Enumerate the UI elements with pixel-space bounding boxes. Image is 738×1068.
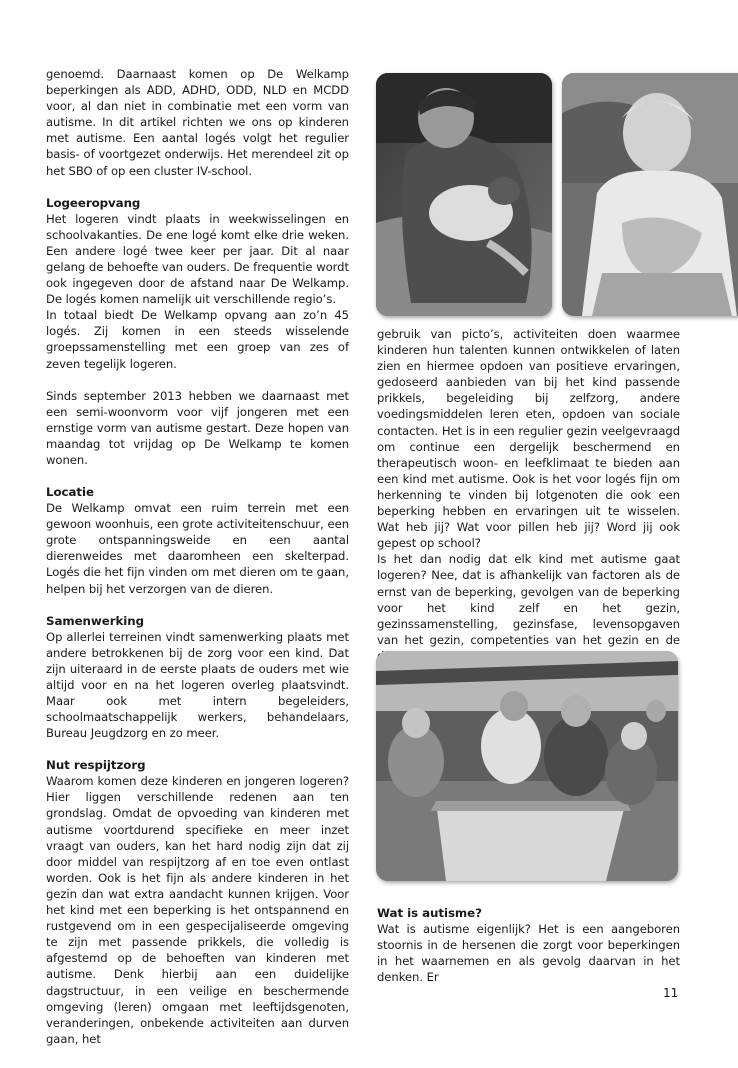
paragraph: Sinds september 2013 hebben we daarnaast met een semi-woonvorm voor vijf jongeren met een ernstige vorm van autisme gestart. Deze hopen van maandag tot vrijdag op De Welkamp te komen wonen. xyxy=(46,388,349,467)
paragraph: Het logeren vindt plaats in weekwisselingen en schoolvakanties. De ene logé komt elke drie weken. Een andere logé twee keer per jaar. Dit al naar gelang de behoefte van ouders. De frequentie wordt ook ingegeven door de afstand naar De Welkamp. De logés komen namelijk uit verschillende regio’s. xyxy=(46,211,349,307)
photo-girl-with-animal xyxy=(562,73,738,316)
paragraph: In totaal biedt De Welkamp opvang aan zo’n 45 logés. Zij komen in een steeds wisselende groepssamenstelling met een groep van zes of zeven tegelijk logeren. xyxy=(46,308,349,371)
page-number: 11 xyxy=(663,986,679,1000)
photo-group-at-table xyxy=(376,651,678,881)
section-locatie xyxy=(46,484,349,597)
paragraph: Waarom komen deze kinderen en jongeren logeren? Hier liggen verschillende redenen aan ten grondslag. Omdat de opvoeding van kinderen met autisme voortdurend specifieke en meer inzet vraagt van ouders, kan het hard nodig zijn dat zij door middel van respijtzorg af en toe even ontlast worden. Ook is het fijn als andere kinderen in het gezin dan wat extra aandacht kunnen krijgen. Voor het kind met een beperking is het ontspannend en rustgevend om in een gespecijaliseerde omgeving te zijn met passende prikkels, die volledig is afgestemd op de behoeften van kinderen met autisme. Denk hierbij aan een duidelijke dagstructuur, in een veilige en beschermende omgeving (leren) omgaan met leeftijdsgenoten, veranderingen, onbekende activiteiten aan durven gaan, het xyxy=(46,774,349,1046)
heading-nut-respijtzorg: Nut respijtzorg xyxy=(46,758,146,773)
right-column-bottom xyxy=(377,905,680,985)
section-samenwerking xyxy=(46,613,349,742)
intro-paragraph: genoemd. Daarnaast komen op De Welkamp beperkingen als ADD, ADHD, ODD, NLD en MCDD voor, al dan niet in combinatie met een vorm van autisme. In dit artikel richten we ons op kinderen met autisme. Een aantal logés volgt het regulier basis- of voortgezet onderwijs. Het merendeel zit op het SBO of op een cluster IV-school. xyxy=(46,67,349,178)
paragraph: De Welkamp omvat een ruim terrein met een gewoon woonhuis, een grote activiteitenschuur, een grote ontspanningsweide en een aantal dierenweides met daaromheen een skelterpad. Logés die het fijn vinden om met dieren om te gaan, helpen bij het verzorgen van de dieren. xyxy=(46,501,349,596)
heading-locatie: Locatie xyxy=(46,485,94,500)
paragraph: Is het dan nodig dat elk kind met autisme gaat logeren? Nee, dat is afhankelijk van factoren als de ernst van de beperking, gevolgen van de beperking voor het kind zelf en het gezin, gezinssamenstelling, gezinsfase, levensopgaven van het gezin, competenties van het gezin en de xyxy=(377,552,680,647)
heading-wat-is-autisme: Wat is autisme? xyxy=(377,906,482,920)
section-nut-respijtzorg xyxy=(46,757,349,1047)
paragraph: gebruik van picto’s, activiteiten doen waarmee kinderen hun talenten kunnen ontwikkelen of laten zien en hiermee opdoen van positieve ervaringen, gedoseerd aanbieden van bij het kind passende prikkels, begeleiding bij zelfzorg, andere voedingsmiddelen leren eten, opdoen van sociale contacten. Het is in een regulier gezin veelgevraagd om continue een dergelijk beschermend en therapeutisch woon- en leefklimaat te bieden aan een kind met autisme. Ook is het voor logés fijn om herkenning te vinden bij lotgenoten die ook een beperking hebben en ervaringen uit te wisselen. Wat heb jij? Wat voor pillen heb jij? Word jij ook gepest op school? xyxy=(377,327,680,551)
heading-samenwerking: Samenwerking xyxy=(46,613,144,628)
paragraph: Wat is autisme eigenlijk? Het is een aangeboren stoornis in de hersenen die zorgt voor beperkingen in het waarnemen en als gevolg daarvan in het denken. Er xyxy=(377,922,680,985)
right-column-top xyxy=(377,326,680,664)
section-logeeropvang xyxy=(46,195,349,468)
heading-logeeropvang: Logeeropvang xyxy=(46,195,141,210)
paragraph: Op allerlei terreinen vindt samenwerking plaats met andere betrokkenen bij de zorg voor een kind. Dat zijn uiteraard in de eerste plaats de ouders met wie altijd voor en na het logeren overleg plaatsvindt. Maar ook met intern begeleiders, schoolmaatschappelijk werkers, behandelaars, Bureau Jeugdzorg en zo meer. xyxy=(46,629,349,741)
photo-boy-with-goat xyxy=(376,73,552,316)
left-column xyxy=(46,66,349,1047)
